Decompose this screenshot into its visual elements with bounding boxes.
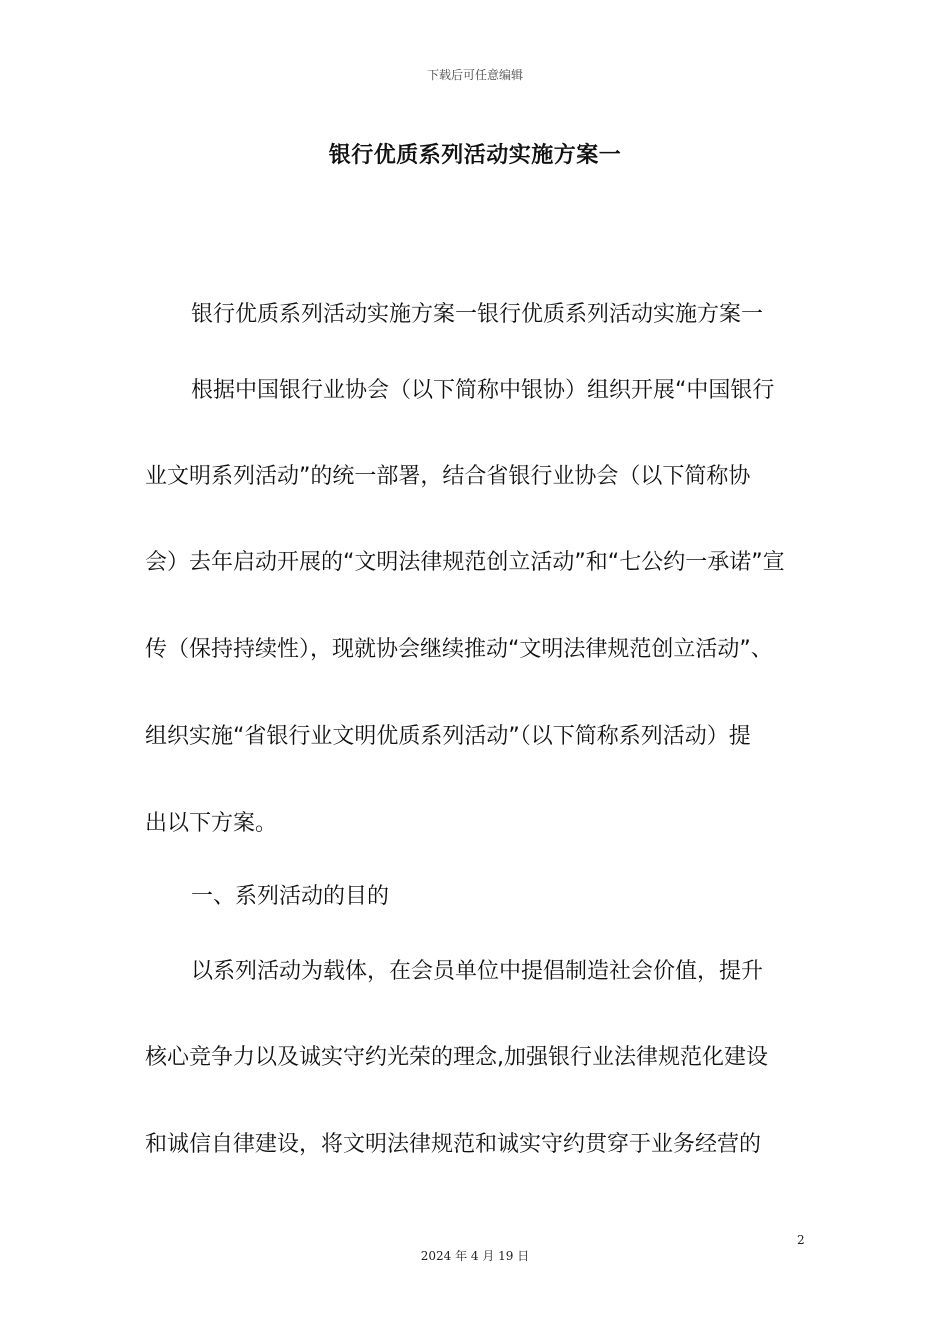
paragraph-line: 业文明系列活动”的统一部署，结合省银行业协会（以下简称协 [145,464,751,489]
paragraph-line: 核心竞争力以及诚实守约光荣的理念,加强银行业法律规范化建设 [145,1045,768,1070]
paragraph-line: 和诚信自律建设，将文明法律规范和诚实守约贯穿于业务经营的 [145,1132,762,1157]
page-header: 下载后可任意编辑 [426,68,523,82]
document-title: 银行优质系列活动实施方案一 [328,143,622,168]
paragraph-line: 会）去年启动开展的“文明法律规范创立活动”和“七公约一承诺”宣 [145,550,785,575]
footer-date: 2024 年 4 月 19 日 [420,1249,530,1263]
page-number: 2 [797,1233,805,1247]
paragraph-line: 根据中国银行业协会（以下简称中银协）组织开展“中国银行 [191,378,775,403]
paragraph-line: 组织实施“省银行业文明优质系列活动”（以下简称系列活动）提 [145,724,751,749]
paragraph-line: 出以下方案。 [145,811,278,836]
paragraph-line: 传（保持持续性），现就协会继续推动“文明法律规范创立活动”、 [145,637,773,662]
paragraph-line: 银行优质系列活动实施方案一银行优质系列活动实施方案一 [191,302,764,327]
paragraph-line: 以系列活动为载体，在会员单位中提倡制造社会价值，提升 [191,959,764,984]
section-heading: 一、系列活动的目的 [191,884,390,909]
